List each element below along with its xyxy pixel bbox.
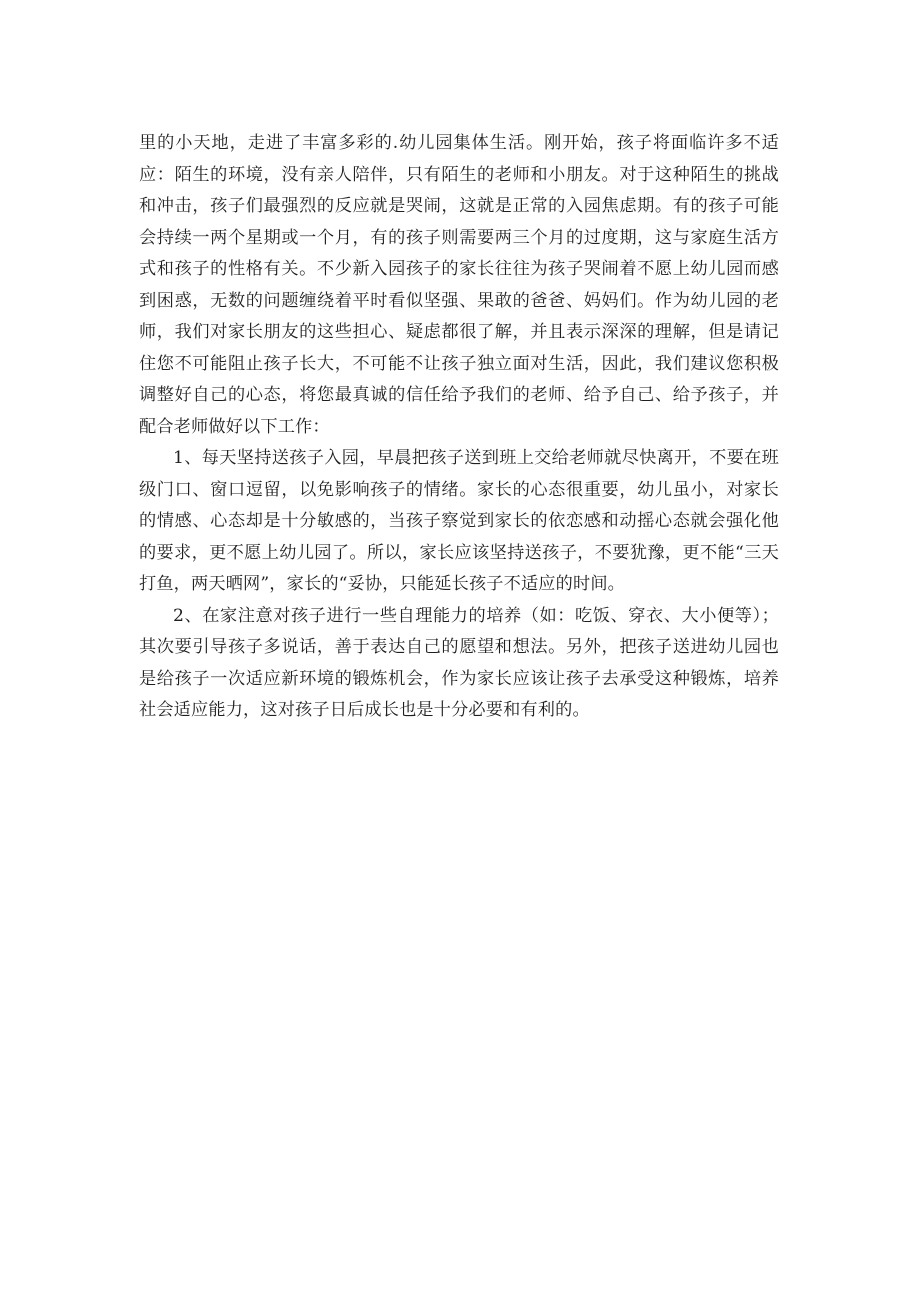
paragraph-item-2: 2、在家注意对孩子进行一些自理能力的培养（如：吃饭、穿衣、大小便等）；其次要引导孩子多说话，善于表达自己的愿望和想法。另外，把孩子送进幼儿园也是给孩子一次适应新环境的锻炼机会，作为家长应该让孩子去承受这种锻炼，培养社会适应能力，这对孩子日后成长也是十分必要和有利的。 — [139, 605, 779, 720]
paragraph-item-1: 1、每天坚持送孩子入园，早晨把孩子送到班上交给老师就尽快离开，不要在班级门口、窗口逗留，以免影响孩子的情绪。家长的心态很重要，幼儿虽小，对家长的情感、心态却是十分敏感的，当孩子察觉到家长的依恋感和动摇心态就会强化他的要求，更不愿上幼儿园了。所以，家长应该坚持送孩子，不要犹豫，更不能“三天打鱼，两天晒网”，家长的“妥协，只能延长孩子不适应的时间。 — [139, 448, 779, 594]
document-body — [139, 128, 779, 727]
paragraph-intro: 里的小天地，走进了丰富多彩的.幼儿园集体生活。刚开始，孩子将面临许多不适应：陌生的环境，没有亲人陪伴，只有陌生的老师和小朋友。对于这种陌生的挑战和冲击，孩子们最强烈的反应就是哭闹，这就是正常的入园焦虑期。有的孩子可能会持续一两个星期或一个月，有的孩子则需要两三个月的过度期，这与家庭生活方式和孩子的性格有关。不少新入园孩子的家长往往为孩子哭闹着不愿上幼儿园而感到困惑，无数的问题缠绕着平时看似坚强、果敢的爸爸、妈妈们。作为幼儿园的老师，我们对家长朋友的这些担心、疑虑都很了解，并且表示深深的理解，但是请记住您不可能阻止孩子长大，不可能不让孩子独立面对生活，因此，我们建议您积极调整好自己的心态，将您最真诚的信任给予我们的老师、给予自己、给予孩子，并配合老师做好以下工作： — [139, 133, 779, 437]
